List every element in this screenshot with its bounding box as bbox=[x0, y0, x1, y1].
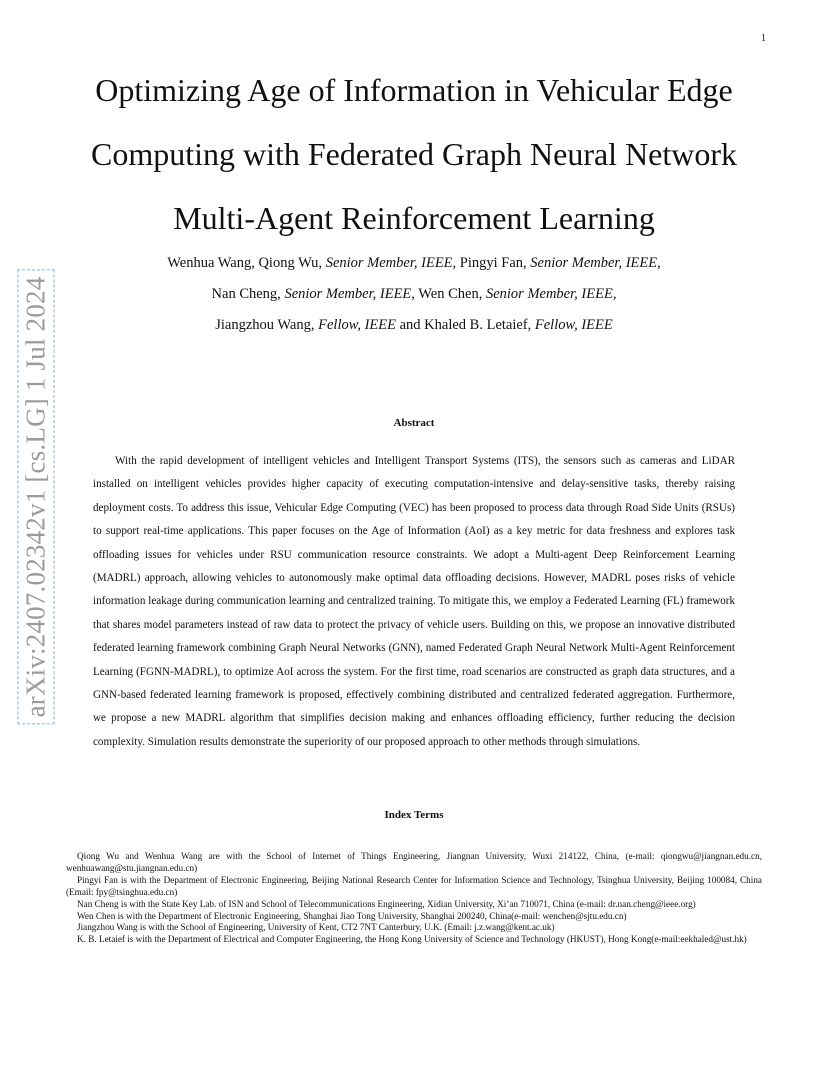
author-names: Jiangzhou Wang, bbox=[215, 317, 319, 333]
abstract-heading: Abstract bbox=[393, 417, 435, 429]
author-list bbox=[60, 248, 768, 341]
index-terms-heading: Index Terms bbox=[384, 809, 444, 821]
arxiv-identifier-watermark: arXiv:2407.02342v1 [cs.LG] 1 Jul 2024 bbox=[17, 270, 54, 725]
title-line: Multi-Agent Reinforcement Learning bbox=[173, 200, 655, 236]
author-footnotes bbox=[66, 851, 762, 946]
author-line bbox=[60, 279, 768, 310]
title-line: Computing with Federated Graph Neural Network bbox=[90, 136, 738, 172]
footnote: Jiangzhou Wang is with the School of Engineering, University of Kent, CT2 7NT Canterbury, U.K. (Email: j.z.wang@kent.ac.uk) bbox=[77, 922, 555, 933]
author-affiliation: Fellow, IEEE bbox=[318, 317, 396, 333]
author-separator: , bbox=[657, 255, 661, 271]
abstract-body bbox=[93, 450, 735, 754]
abstract-paragraph: With the rapid development of intelligent vehicles and Intelligent Transport Systems (ITS), the sensors such as cameras and LiDAR installed on intelligent vehicles provides higher capacity of executing computation-intensive and delay-sensitive tasks, thereby raising deployment costs. To address this issue, Vehicular Edge Computing (VEC) has been proposed to process data through Road Side Units (RSUs) to support real-time applications. This paper focuses on the Age of Information (AoI) as a key metric for data freshness and explores task offloading issues for vehicles under RSU communication resource constraints. We adopt a Multi-agent Deep Reinforcement Learning (MADRL) approach, allowing vehicles to autonomously make optimal data offloading decisions. However, MADRL poses risks of vehicle information leakage during communication learning and centralized training. To mitigate this, we employ a Federated Learning (FL) framework that shares model parameters instead of raw data to protect the privacy of vehicle users. Building on this, we propose an innovative distributed federated learning framework combining Graph Neural Networks (GNN), named Federated Graph Neural Network Multi-Agent Reinforcement Learning (FGNN-MADRL), to optimize AoI across the system. For the first time, road scenarios are constructed as graph data structures, and a GNN-based federated learning framework is proposed, effectively combining distributed and centralized federated aggregation. Furthermore, we propose a new MADRL algorithm that simplifies decision making and enhances offloading efficiency, further reducing the decision complexity. Simulation results demonstrate the superiority of our proposed approach to other methods through simulations. bbox=[93, 455, 735, 748]
author-line bbox=[60, 310, 768, 341]
author-names: , Wen Chen, bbox=[411, 286, 486, 302]
author-affiliation: Senior Member, IEEE bbox=[325, 255, 453, 271]
footnote: Qiong Wu and Wenhua Wang are with the School of Internet of Things Engineering, Jiangnan University, Wuxi 214122, China, (e-mail: qiongwu@jiangnan.edu.cn, wenhuawang@stu.jiangnan.edu.cn) bbox=[66, 851, 762, 873]
footnote: Nan Cheng is with the State Key Lab. of ISN and School of Telecommunications Engineering, Xidian University, Xi’an 710071, China (e-mail: dr.nan.cheng@ieee.org) bbox=[77, 898, 696, 909]
author-names: Nan Cheng, bbox=[211, 286, 285, 302]
author-separator: , bbox=[612, 286, 617, 302]
author-names: , Pingyi Fan, bbox=[452, 255, 531, 271]
footnote: Wen Chen is with the Department of Electronic Engineering, Shanghai Jiao Tong University, Shanghai 200240, China(e-mail: wenchen@sjtu.edu.cn) bbox=[77, 910, 627, 921]
footnote: K. B. Letaief is with the Department of Electrical and Computer Engineering, the Hong Kong University of Science and Technology (HKUST), Hong Kong(e-mail:eekhaled@ust.hk) bbox=[77, 934, 747, 945]
author-affiliation: Senior Member, IEEE bbox=[530, 255, 658, 271]
author-names: Wenhua Wang, Qiong Wu, bbox=[167, 255, 326, 271]
author-affiliation: Fellow, IEEE bbox=[534, 317, 613, 333]
author-affiliation: Senior Member, IEEE bbox=[485, 286, 613, 302]
author-line bbox=[60, 248, 768, 279]
footnote: Pingyi Fan is with the Department of Electronic Engineering, Beijing National Research Center for Information Science and Technology, Tsinghua University, Beijing 100084, China (Email: fpy@tsinghua.edu.cn) bbox=[66, 874, 762, 897]
page-number: 1 bbox=[761, 33, 766, 44]
paper-title bbox=[0, 58, 828, 250]
title-line: Optimizing Age of Information in Vehicular Edge bbox=[95, 72, 733, 108]
author-affiliation: Senior Member, IEEE bbox=[284, 286, 412, 302]
author-names: and Khaled B. Letaief, bbox=[395, 317, 535, 333]
